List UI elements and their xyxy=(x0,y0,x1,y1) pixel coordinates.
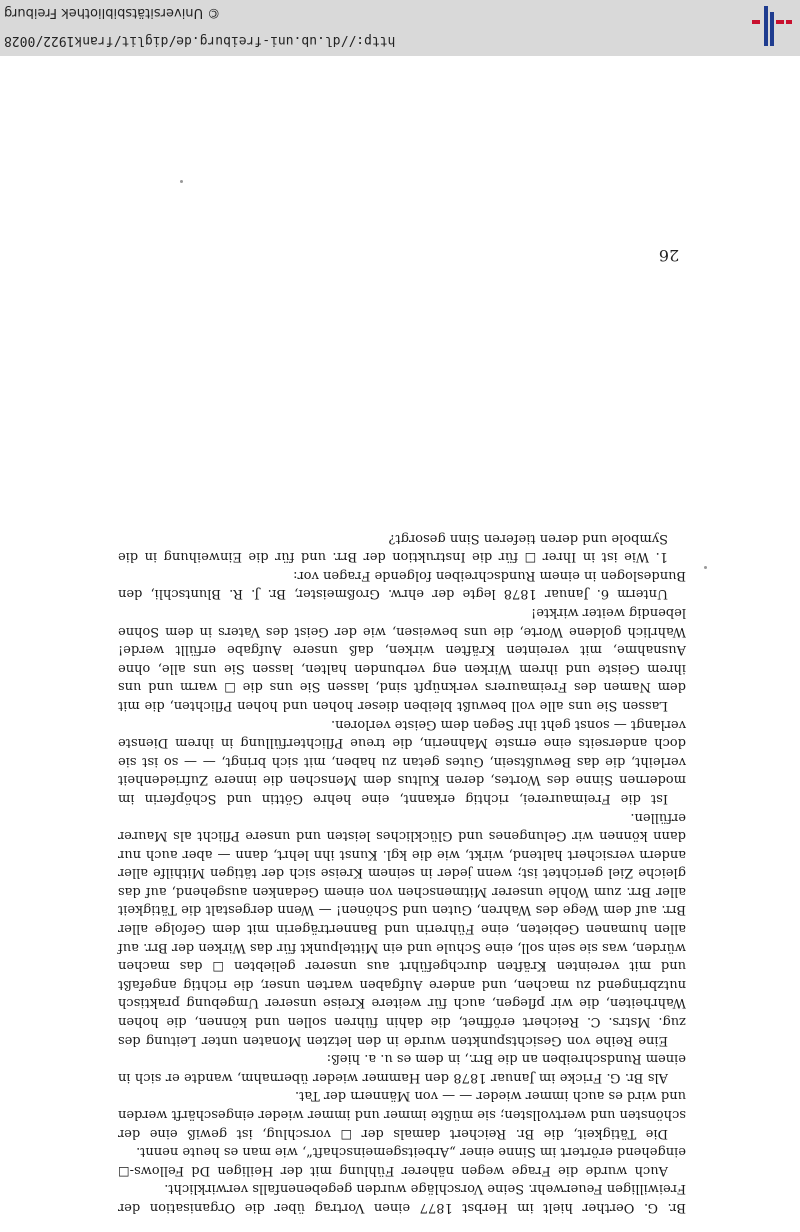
scan-speck xyxy=(180,180,183,183)
copyright-notice: © Universitätsbibliothek Freiburg xyxy=(4,5,221,21)
page-number: 26 xyxy=(658,246,680,265)
paragraph: Auch wurde die Frage wegen näherer Fühlung mit der Heiligen Dd Fellows-☐ eingehend erörtert im Sinne einer „Arbeitsgemeinschaft“, wie man es heute nennt. xyxy=(118,1144,686,1178)
paragraph: Die Tätigkeit, die Br. Reichert damals der ☐ vorschlug, ist gewiß eine der schönsten und wertvollsten; sie müßte immer und immer wieder eingeschärft werden und wird es auch immer wieder — — von Männern der Tat. xyxy=(118,1088,686,1141)
paragraph: Unterm 6. Januar 1878 legte der ehrw. Großmeister, Br. J. R. Bluntschli, den Bundeslogen in einem Rundschreiben folgende Fragen vor: xyxy=(118,567,686,602)
paragraph: Lassen Sie uns alle voll bewußt bleiben dieser hohen und hohen Pflichten, die mit dem Namen des Freimaurers verknüpft sind, lassen Sie uns die ☐ warm und uns ihrem Geiste und ihrem Wirken eng verbunden halten, lassen Sie uns alle, ohne Ausnahme, mit vereinten Kräften wirken, daß unsere Aufgabe erfüllt werde! Wahrlich goldene Worte, die uns beweisen, wie der Geist des Vaters in dem Sohne lebendig weiter wirkte! xyxy=(118,605,686,713)
paragraph: Br. G. Oerther hielt im Herbst 1877 einen Vortrag über die Organisation der Freiwilligen Feuerwehr. Seine Vorschläge wurden gegebenenfalls verwirklicht. xyxy=(118,1181,686,1215)
university-logo-icon xyxy=(750,4,794,48)
scanned-page xyxy=(0,56,800,1232)
document-url[interactable]: http://dl.ub.uni-freiburg.de/diglit/frank1922/0028 xyxy=(4,33,396,49)
paragraph: Eine Reihe von Gesichtspunkten wurde in den letzten Monaten unter Leitung des zug. Mstrs. C. Reichert eröffnet, die dahin führen sollen und können, die hohen Wahrheiten, die wir pflegen, auch für weitere Kreise unserer Umgebung praktisch nutzbringend zu machen, und andere Aufgaben warten unser, die richtig angefaßt und mit vereinten Kräften durchgeführt aus unserer geliebten ☐ das machen würden, was sie sein soll, eine Schule und ein Mittelpunkt für das Wirken der Brr. auf allen humanen Gebieten, eine Führerin und Bannerträgerin mit dem Gefolge aller Brr. auf dem Wege des Wahren, Guten und Schönen! — Wenn dergestalt die Tätigkeit aller Brr. zum Wohle unserer Mitmenschen von einem Gedanken ausgehend, auf das gleiche Ziel gerichtet ist; wenn jeder in seinem Kreise sich der tätigen Mithilfe aller andern versichert haltend, wirkt, wie die kgl. Kunst ihn lehrt, dann — aber auch nur dann können wir Gelungenes und Glückliches leisten und unsere Pflicht als Maurer erfüllen. xyxy=(118,809,686,1048)
paragraph: 1. Wie ist in Ihrer ☐ für die Instruktion der Brr. und für die Einweihung in die Symbole und deren tieferen Sinn gesorgt? xyxy=(118,530,668,565)
top-bar xyxy=(0,0,800,56)
paragraph: Als Br. G. Fricke im Januar 1878 den Hammer wieder übernahm, wandte er sich in einem Rundschreiben an die Brr., in dem es u. a. hieß: xyxy=(118,1051,686,1085)
scan-speck xyxy=(704,566,707,569)
page-text xyxy=(118,266,686,1216)
paragraph: Ist die Freimaurerei, richtig erkannt, eine hehre Göttin und Schöpferin im modernen Sinne des Wortes, deren Kultus dem Menschen die innere Zufriedenheit verleiht, die das Bewußtsein, Gutes getan zu haben, mit sich bringt, — — so ist sie doch anderseits eine ernste Mahnerin, die treue Pflichterfüllung in ihrem Dienste verlangt — sonst geht ihr Segen dem Geiste verloren. xyxy=(118,716,686,806)
